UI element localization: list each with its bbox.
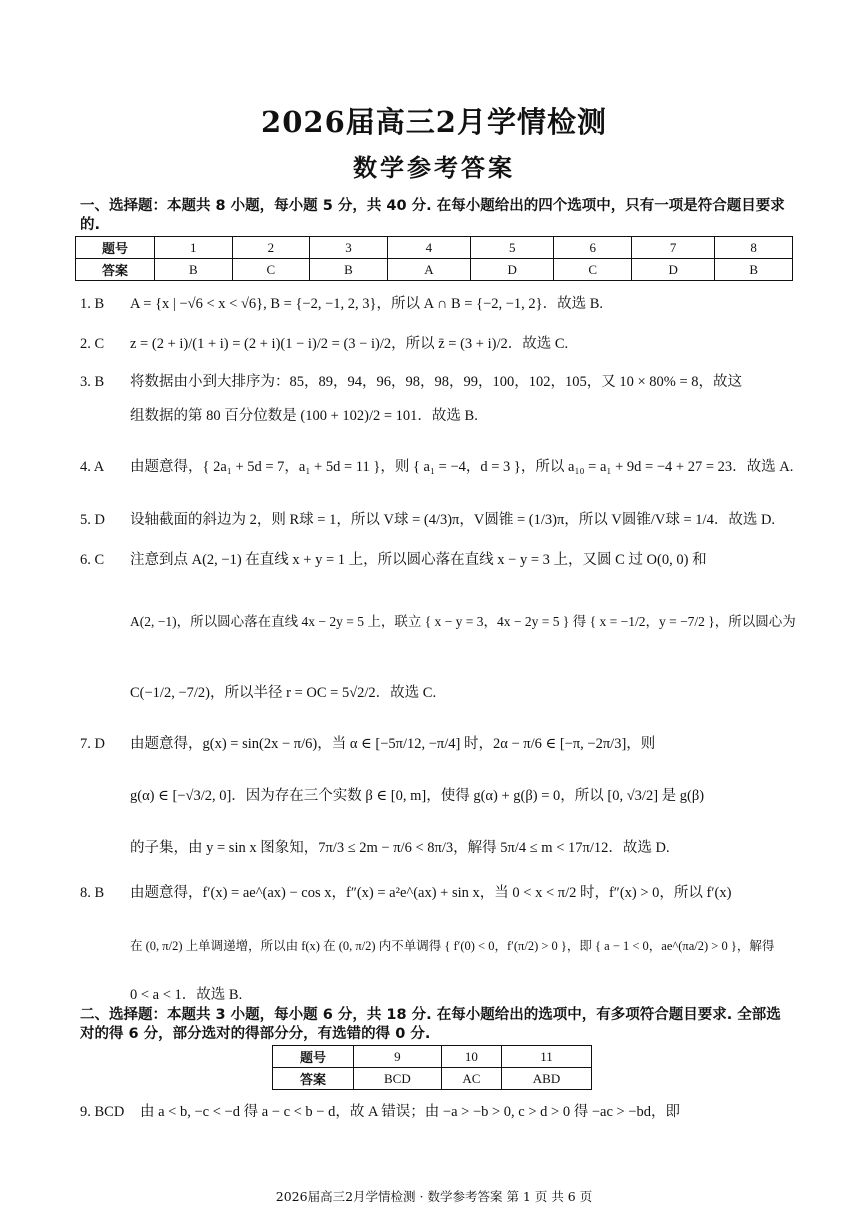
- solution-text: 由题意得，{ 2a₁ + 5d = 7，a₁ + 5d = 11 }，则 { a₁ = −4，d = 3 }，所以 a₁₀ = a₁ + 9d = −4 + 27 = 23．故选 A.: [130, 459, 794, 475]
- table-cell: 5: [471, 237, 554, 259]
- table-cell: B: [715, 259, 793, 281]
- solution-text: 设轴截面的斜边为 2，则 R球 = 1，所以 V球 = (4/3)π，V圆锥 = (1/3)π，所以 V圆锥/V球 = 1/4．故选 D.: [130, 512, 776, 528]
- solution-line: [80, 370, 742, 391]
- table-cell: D: [471, 259, 554, 281]
- solution-text: 将数据由小到大排序为：85，89，94，96，98，98，99，100，102，105，又 10 × 80% = 8，故这: [130, 374, 743, 390]
- table-cell: 2: [232, 237, 310, 259]
- table-cell: AC: [441, 1068, 501, 1090]
- solution-line: [80, 936, 774, 954]
- page-subtitle: 数学参考答案: [353, 153, 515, 182]
- table-cell: C: [232, 259, 310, 281]
- solution-line: [80, 784, 704, 805]
- answer-table-1: [75, 236, 793, 281]
- solution-line: [80, 610, 796, 630]
- question-number: 1. B: [80, 296, 105, 312]
- table-header-number: 题号: [273, 1046, 354, 1068]
- solution-text: 0 < a < 1．故选 B.: [130, 987, 243, 1003]
- table-cell: 1: [155, 237, 233, 259]
- table-cell: 6: [554, 237, 632, 259]
- solution-text: A = {x | −√6 < x < √6}, B = {−2, −1, 2, 3}，所以 A ∩ B = {−2, −1, 2}．故选 B.: [130, 296, 604, 312]
- solution-line: [80, 881, 731, 902]
- table-cell: 10: [441, 1046, 501, 1068]
- solution-text: 由题意得，g(x) = sin(2x − π/6)，当 α ∈ [−5π/12, −π/4] 时，2α − π/6 ∈ [−π, −2π/3]，则: [130, 736, 656, 752]
- table-cell: 9: [354, 1046, 442, 1068]
- solution-line: [80, 455, 793, 476]
- solution-text: 由题意得，f′(x) = ae^(ax) − cos x，f″(x) = a²e^(ax) + sin x，当 0 < x < π/2 时，f″(x) > 0，所以 f′(x): [130, 885, 732, 901]
- table-cell: D: [632, 259, 715, 281]
- solution-line: [80, 983, 242, 1004]
- section-1-heading: 一、选择题：本题共 8 小题，每小题 5 分，共 40 分. 在每小题给出的四个选项中，只有一项是符合题目要求的.: [80, 198, 785, 233]
- solution-line: [80, 508, 775, 529]
- question-number: 6. C: [80, 552, 105, 568]
- solution-line: [80, 732, 655, 753]
- section-2-heading: 二、选择题：本题共 3 小题，每小题 6 分，共 18 分. 在每小题给出的选项中，有多项符合题目要求. 全部选对的得 6 分，部分选对的得部分分，有选错的得 0 分.: [80, 1007, 781, 1042]
- solution-text: 在 (0, π/2) 上单调递增，所以由 f(x) 在 (0, π/2) 内不单调得 { f′(0) < 0，f′(π/2) > 0 }，即 { a − 1 < 0，ae^(πa/2) > 0 }，解得: [130, 939, 775, 953]
- solution-text: 注意到点 A(2, −1) 在直线 x + y = 1 上，所以圆心落在直线 x − y = 3 上，又圆 C 过 O(0, 0) 和: [130, 552, 707, 568]
- solution-line: [80, 1100, 680, 1121]
- question-number: 4. A: [80, 459, 105, 475]
- page-title: 2026届高三2月学情检测: [261, 105, 607, 139]
- solution-line: [80, 332, 568, 353]
- table-row: [76, 259, 793, 281]
- solution-text: 组数据的第 80 百分位数是 (100 + 102)/2 = 101．故选 B.: [130, 408, 478, 424]
- solution-line: [80, 548, 707, 569]
- table-cell: A: [387, 259, 470, 281]
- solution-text: z = (2 + i)/(1 + i) = (2 + i)(1 − i)/2 = (3 − i)/2，所以 z̄ = (3 + i)/2．故选 C.: [130, 336, 569, 352]
- solution-line: [80, 292, 603, 313]
- table-cell: B: [155, 259, 233, 281]
- table-cell: 7: [632, 237, 715, 259]
- question-number: 9. BCD: [80, 1104, 125, 1120]
- question-number: 3. B: [80, 374, 105, 390]
- table-cell: 4: [387, 237, 470, 259]
- table-row: [273, 1046, 592, 1068]
- solution-line: [80, 836, 670, 857]
- solution-text: C(−1/2, −7/2)，所以半径 r = OC = 5√2/2．故选 C.: [130, 685, 437, 701]
- solution-line: [80, 404, 478, 425]
- solution-text: A(2, −1)，所以圆心落在直线 4x − 2y = 5 上，联立 { x − y = 3，4x − 2y = 5 } 得 { x = −1/2，y = −7/2 }，所以圆心为: [130, 614, 796, 629]
- question-number: 8. B: [80, 885, 105, 901]
- table-cell: 3: [310, 237, 388, 259]
- table-cell: BCD: [354, 1068, 442, 1090]
- table-cell: 8: [715, 237, 793, 259]
- table-header-number: 题号: [76, 237, 155, 259]
- question-number: 5. D: [80, 512, 105, 528]
- table-header-answer: 答案: [273, 1068, 354, 1090]
- question-number: 2. C: [80, 336, 105, 352]
- table-cell: B: [310, 259, 388, 281]
- answer-table-2: [272, 1045, 592, 1090]
- table-header-answer: 答案: [76, 259, 155, 281]
- solution-line: [80, 681, 436, 702]
- table-row: [273, 1068, 592, 1090]
- page-footer: 2026届高三2月学情检测 · 数学参考答案 第 1 页 共 6 页: [275, 1189, 593, 1204]
- solution-text: g(α) ∈ [−√3/2, 0]．因为存在三个实数 β ∈ [0, m]，使得 g(α) + g(β) = 0，所以 [0, √3/2] 是 g(β): [130, 788, 705, 804]
- solution-text: 的子集，由 y = sin x 图象知，7π/3 ≤ 2m − π/6 < 8π/3，解得 5π/4 ≤ m < 17π/12．故选 D.: [130, 840, 670, 856]
- table-cell: ABD: [501, 1068, 591, 1090]
- table-row: [76, 237, 793, 259]
- table-cell: 11: [501, 1046, 591, 1068]
- question-number: 7. D: [80, 736, 105, 752]
- table-cell: C: [554, 259, 632, 281]
- solution-text: 由 a < b, −c < −d 得 a − c < b − d，故 A 错误；由 −a > −b > 0, c > d > 0 得 −ac > −bd，即: [140, 1104, 680, 1120]
